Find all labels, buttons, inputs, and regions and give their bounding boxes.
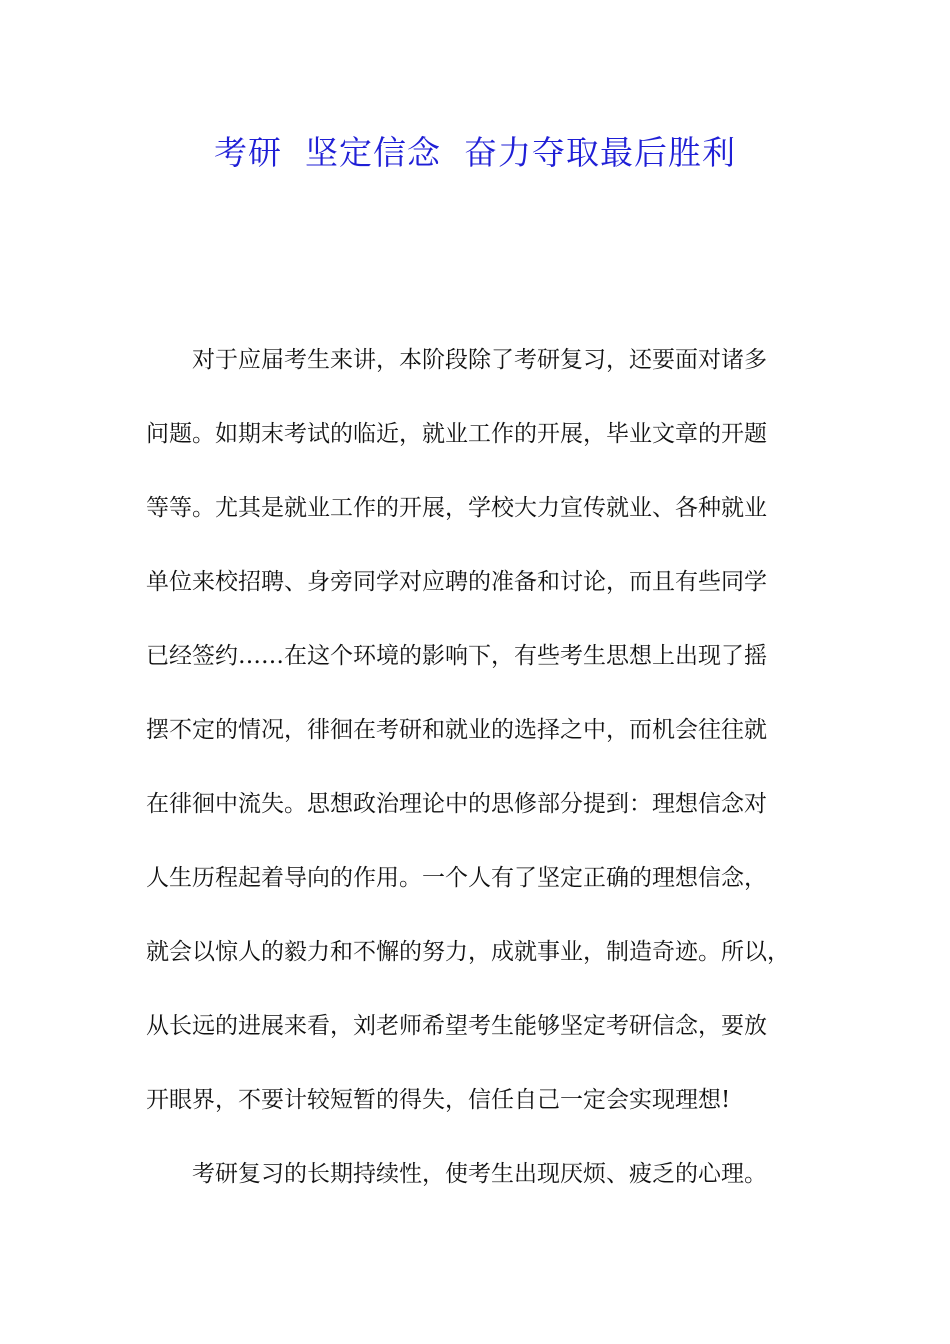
document-title: 考研 坚定信念 奋力夺取最后胜利 [214, 133, 736, 172]
paragraph-line: 等等。尤其是就业工作的开展，学校大力宣传就业、各种就业 [146, 495, 767, 521]
paragraph-line: 在徘徊中流失。思想政治理论中的思修部分提到：理想信念对 [146, 791, 767, 817]
paragraph-line: 就会以惊人的毅力和不懈的努力，成就事业，制造奇迹。所以， [146, 939, 790, 965]
document-body [146, 338, 826, 1226]
paragraph-line: 摆不定的情况，徘徊在考研和就业的选择之中，而机会往往就 [146, 717, 767, 743]
paragraph-line: 考研复习的长期持续性，使考生出现厌烦、疲乏的心理。 [192, 1161, 767, 1187]
paragraph-line: 问题。如期末考试的临近，就业工作的开展，毕业文章的开题 [146, 421, 767, 447]
paragraph-line: 从长远的进展来看，刘老师希望考生能够坚定考研信念，要放 [146, 1013, 767, 1039]
paragraph-line: 人生历程起着导向的作用。一个人有了坚定正确的理想信念， [146, 865, 767, 891]
paragraph-line: 开眼界，不要计较短暂的得失，信任自己一定会实现理想! [146, 1087, 731, 1113]
paragraph-line: 已经签约……在这个环境的影响下，有些考生思想上出现了摇 [146, 643, 767, 669]
paragraph-line: 单位来校招聘、身旁同学对应聘的准备和讨论，而且有些同学 [146, 569, 767, 595]
paragraph-line: 对于应届考生来讲，本阶段除了考研复习，还要面对诸多 [192, 347, 767, 373]
